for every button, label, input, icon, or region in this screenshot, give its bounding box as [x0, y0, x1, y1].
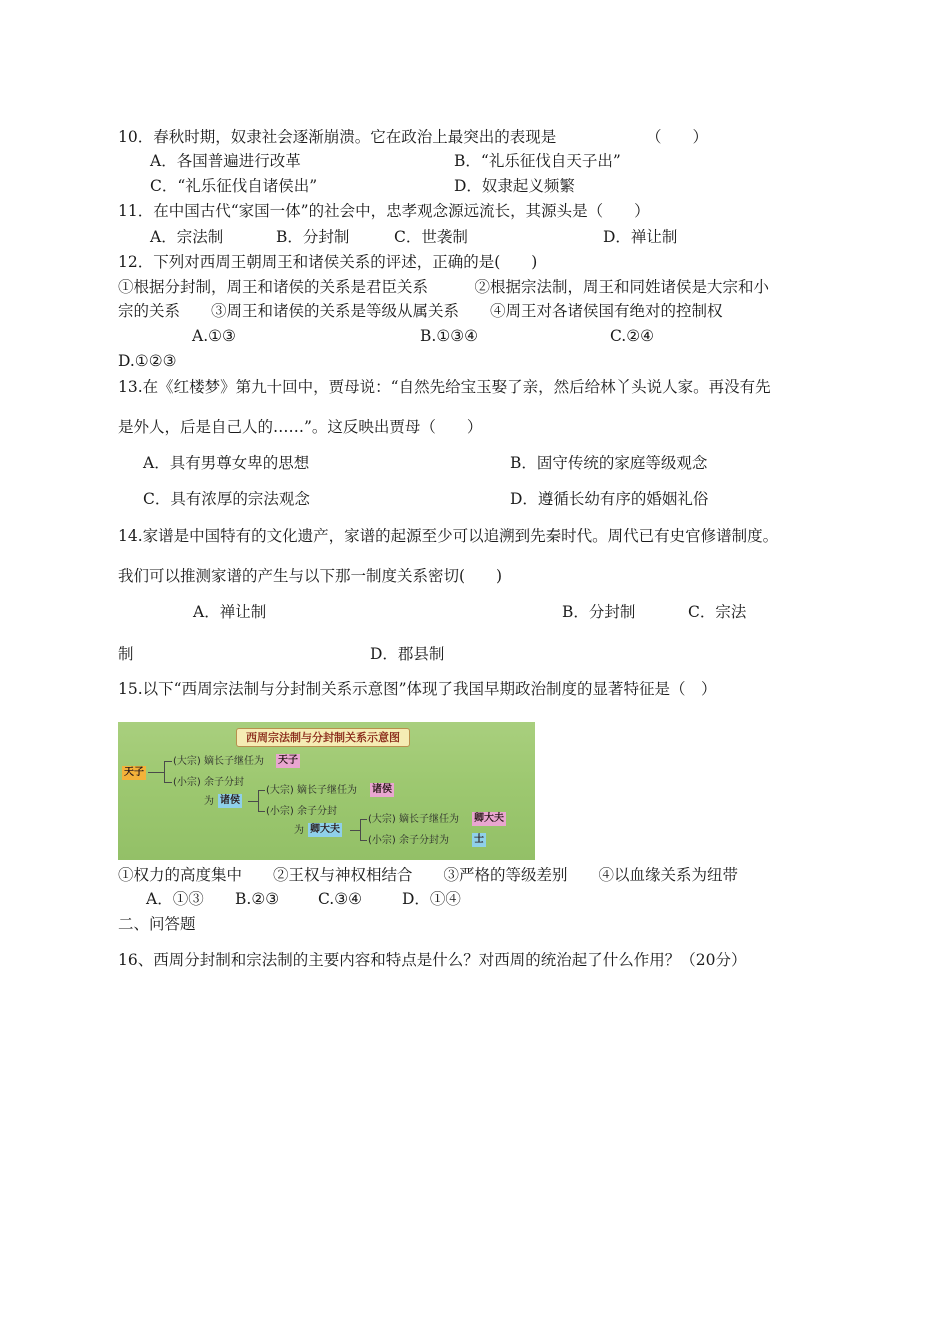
q14-option-c: C．宗法: [688, 603, 747, 621]
q10-option-c: C．“礼乐征伐自诸侯出”: [150, 177, 318, 195]
q13-option-d: D．遵循长幼有序的婚姻礼俗: [510, 490, 709, 508]
zongfa-fenfeng-diagram: [118, 722, 535, 860]
diagram-l1-major-box: 天子: [278, 755, 298, 766]
q15-option-d: D．①④: [402, 890, 461, 908]
diagram-l2-major-box: 诸侯: [372, 784, 392, 795]
q10-option-d: D．奴隶起义频繁: [454, 177, 575, 195]
q16-stem: 16、西周分封制和宗法制的主要内容和特点是什么？对西周的统治起了什么作用？（20分）: [118, 951, 747, 969]
diagram-title: 西周宗法制与分封制关系示意图: [236, 728, 410, 747]
diagram-l1-minor-line: (小宗) 余子分封: [173, 777, 244, 788]
q12-option-a: A.①③: [192, 327, 236, 345]
diagram-l1-minor-to: 为: [204, 796, 214, 807]
q10-option-a: A．各国普遍进行改革: [150, 152, 301, 170]
diagram-l3-minor-box: 士: [474, 834, 484, 845]
q15-statements: ①权力的高度集中 ②王权与神权相结合 ③严格的等级差别 ④以血缘关系为纽带: [118, 866, 739, 884]
q12-statements-line2: 宗的关系 ③周王和诸侯的关系是等级从属关系 ④周王对各诸侯国有绝对的控制权: [118, 302, 723, 320]
diagram-l2-minor-box: 卿大夫: [310, 824, 340, 835]
diagram-l2-major-line: (大宗) 嫡长子继任为: [266, 785, 357, 796]
q11-stem: 11．在中国古代“家国一体”的社会中，忠孝观念源远流长，其源头是（ ）: [118, 202, 650, 220]
q14-stem-line2: 我们可以推测家谱的产生与以下那一制度关系密切( ): [118, 567, 503, 585]
diagram-l3-major-box: 卿大夫: [474, 813, 504, 824]
q15-option-c: C.③④: [318, 890, 363, 908]
q11-option-b: B．分封制: [276, 228, 350, 246]
q11-option-a: A．宗法制: [150, 228, 224, 246]
q12-option-c: C.②④: [610, 327, 655, 345]
diagram-l1-major-line: (大宗) 嫡长子继任为: [173, 756, 264, 767]
q12-option-b: B.①③④: [420, 327, 479, 345]
q12-option-d: D.①②③: [118, 352, 177, 370]
diagram-root-tianzi: 天子: [124, 767, 144, 778]
q11-option-d: D．禅让制: [603, 228, 678, 246]
q14-option-d: D．郡县制: [370, 645, 445, 663]
diagram-l1-minor-box: 诸侯: [220, 795, 240, 806]
diagram-l3-major-line: (大宗) 嫡长子继任为: [368, 814, 459, 825]
diagram-l3-minor-line: (小宗) 余子分封为: [368, 835, 449, 846]
q13-stem-line2: 是外人，后是自己人的……”。这反映出贾母（ ）: [118, 418, 483, 436]
q13-option-b: B．固守传统的家庭等级观念: [510, 454, 708, 472]
q15-option-b: B.②③: [235, 890, 280, 908]
q15-stem: 15.以下“西周宗法制与分封制关系示意图”体现了我国早期政治制度的显著特征是（ ）: [118, 680, 717, 698]
q15-option-a: A．①③: [146, 890, 204, 908]
q10-stem: 10．春秋时期，奴隶社会逐渐崩溃。它在政治上最突出的表现是: [118, 128, 557, 146]
q13-option-a: A．具有男尊女卑的思想: [143, 454, 310, 472]
q13-stem-line1: 13.在《红楼梦》第九十回中，贾母说：“自然先给宝玉娶了亲，然后给林丫头说人家。再没有先: [118, 378, 771, 396]
q11-option-c: C．世袭制: [394, 228, 468, 246]
q14-option-b: B．分封制: [562, 603, 636, 621]
q14-option-c-cont: 制: [118, 645, 134, 663]
q10-answer-paren: （ ）: [646, 128, 709, 146]
diagram-l2-minor-line: (小宗) 余子分封: [266, 806, 337, 817]
q10-option-b: B．“礼乐征伐自天子出”: [454, 152, 621, 170]
q14-option-a: A．禅让制: [193, 603, 267, 621]
q14-stem-line1: 14.家谱是中国特有的文化遗产，家谱的起源至少可以追溯到先秦时代。周代已有史官修谱制度。: [118, 527, 779, 545]
section-heading-qa: 二、问答题: [118, 915, 196, 933]
q12-stem: 12．下列对西周王朝周王和诸侯关系的评述，正确的是( ): [118, 253, 538, 271]
q13-option-c: C．具有浓厚的宗法观念: [143, 490, 310, 508]
q12-statements-line1: ①根据分封制，周王和诸侯的关系是君臣关系 ②根据宗法制，周王和同姓诸侯是大宗和小: [118, 278, 770, 296]
diagram-l2-minor-to: 为: [294, 825, 304, 836]
